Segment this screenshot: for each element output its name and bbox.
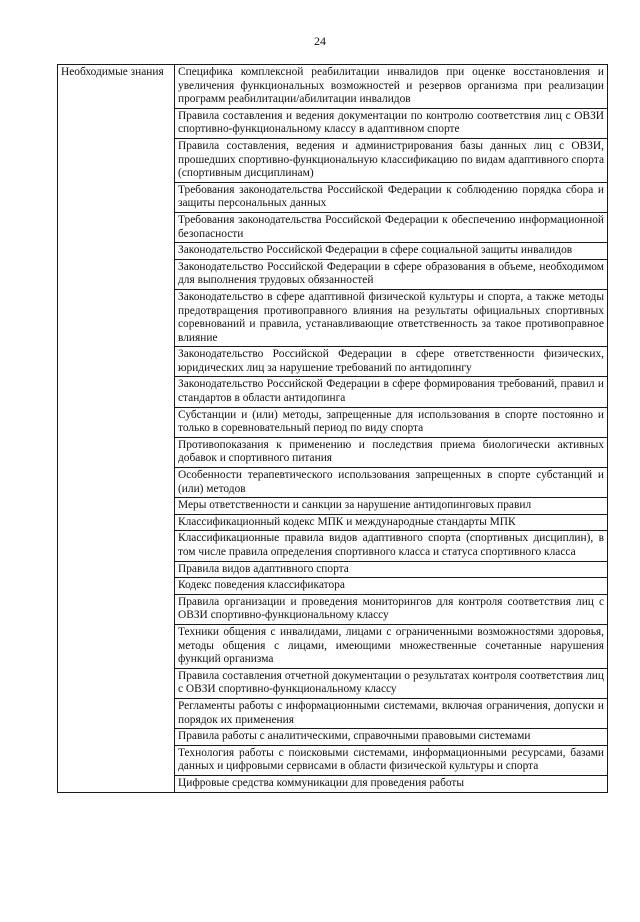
knowledge-item: Правила составления и ведения документации по контролю соответствия лиц с ОВЗИ спортивно-функциональному классу в адаптивном спорте [175,108,608,138]
knowledge-item: Технология работы с поисковыми системами, информационными ресурсами, базами данных и цифровыми сервисами в области физической культуры и спорта [175,745,608,775]
knowledge-item: Правила организации и проведения мониторингов для контроля соответствия лиц с ОВЗИ спортивно-функциональному классу [175,594,608,624]
knowledge-item: Меры ответственности и санкции за нарушение антидопинговых правил [175,498,608,515]
knowledge-item: Правила составления, ведения и администрирования базы данных лиц с ОВЗИ, прошедших спортивно-функциональную классификацию по видам адаптивного спорта (спортивным дисциплинам) [175,138,608,182]
knowledge-item: Классификационные правила видов адаптивного спорта (спортивных дисциплин), в том числе правила определения спортивного класса и статуса спортивного класса [175,531,608,561]
knowledge-item: Цифровые средства коммуникации для проведения работы [175,775,608,792]
knowledge-item: Законодательство Российской Федерации в сфере социальной защиты инвалидов [175,243,608,260]
knowledge-item: Законодательство Российской Федерации в сфере ответственности физических, юридических лиц за нарушение требований по антидопингу [175,347,608,377]
knowledge-item: Законодательство Российской Федерации в сфере образования в объеме, необходимом для выполнения трудовых обязанностей [175,259,608,289]
knowledge-item: Требования законодательства Российской Федерации к соблюдению порядка сбора и защиты персональных данных [175,182,608,212]
knowledge-item: Правила работы с аналитическими, справочными правовыми системами [175,729,608,746]
knowledge-item: Кодекс поведения классификатора [175,578,608,595]
knowledge-item: Противопоказания к применению и последствия приема биологически активных добавок и спортивного питания [175,437,608,467]
section-label: Необходимые знания [58,65,175,793]
knowledge-item: Требования законодательства Российской Федерации к обеспечению информационной безопасности [175,212,608,242]
knowledge-item: Правила составления отчетной документации о результатах контроля соответствия лиц с ОВЗИ спортивно-функциональному классу [175,668,608,698]
knowledge-item: Законодательство Российской Федерации в сфере формирования требований, правил и стандартов в области антидопинга [175,377,608,407]
knowledge-item: Регламенты работы с информационными системами, включая ограничения, допуски и порядок их применения [175,698,608,728]
knowledge-item: Законодательство в сфере адаптивной физической культуры и спорта, а также методы предотвращения противоправного влияния на результаты официальных спортивных соревнований и правила, устанавливающие ответственность за такое противоправное влияние [175,289,608,346]
knowledge-item: Правила видов адаптивного спорта [175,561,608,578]
knowledge-item: Специфика комплексной реабилитации инвалидов при оценке восстановления и увеличения функциональных возможностей и резервов организма при реализации программ реабилитации/абилитации инвалидов [175,65,608,109]
knowledge-item: Субстанции и (или) методы, запрещенные для использования в спорте постоянно и только в соревновательный период по виду спорта [175,407,608,437]
table-row [58,65,608,109]
knowledge-item: Особенности терапевтического использования запрещенных в спорте субстанций и (или) методов [175,468,608,498]
knowledge-table [57,64,608,793]
knowledge-item: Техники общения с инвалидами, лицами с ограниченными возможностями здоровья, методы общения с лицами, имеющими множественные сочетанные нарушения функций организма [175,624,608,668]
knowledge-item: Классификационный кодекс МПК и международные стандарты МПК [175,514,608,531]
page-number: 24 [314,34,326,48]
